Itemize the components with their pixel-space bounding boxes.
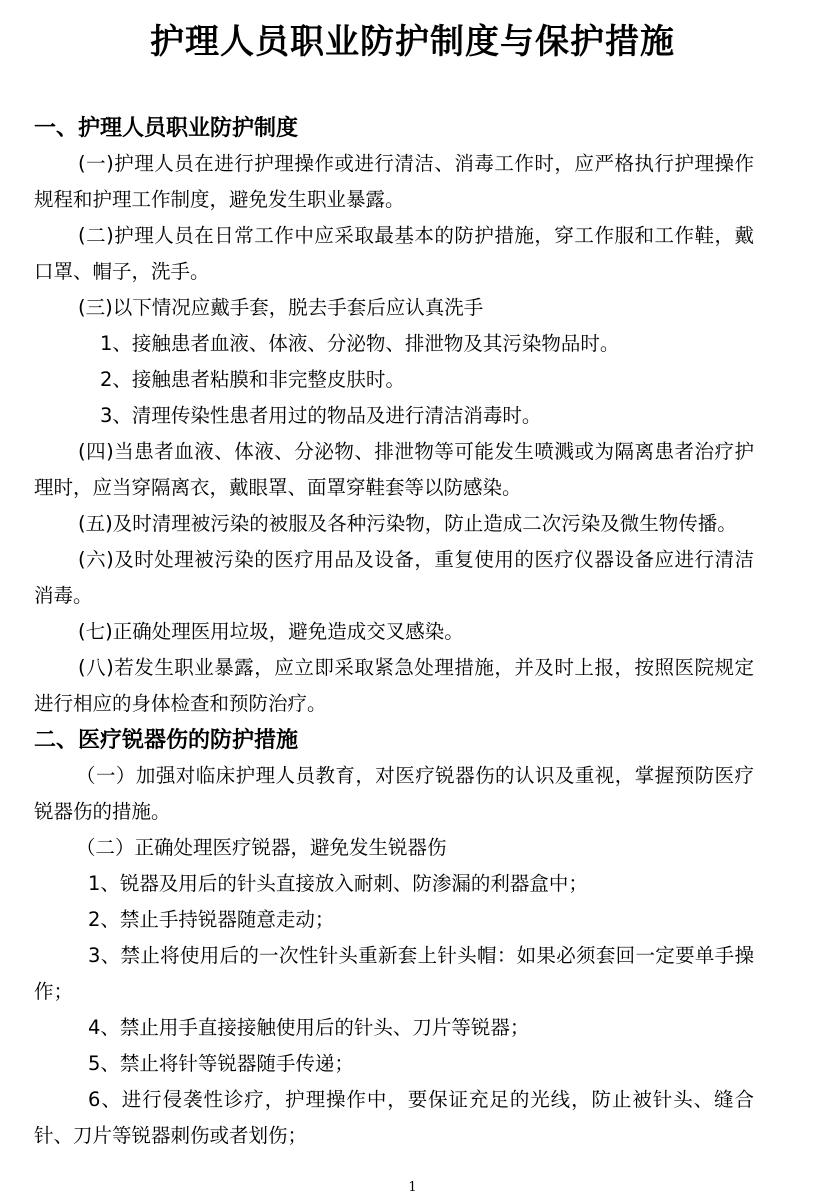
list-item: 2、接触患者粘膜和非完整皮肤时。 <box>100 368 405 391</box>
paragraph: (一)护理人员在进行护理操作或进行清洁、消毒工作时，应严格执行护理操作规程和护理工作制度，避免发生职业暴露。 <box>34 152 754 211</box>
paragraph: (八)若发生职业暴露，应立即采取紧急处理措施，并及时上报，按照医院规定进行相应的身体检查和预防治疗。 <box>34 656 754 715</box>
list-item: 4、禁止用手直接接触使用后的针头、刀片等锐器； <box>88 1016 530 1039</box>
paragraph: （二）正确处理医疗锐器，避免发生锐器伤 <box>76 836 447 859</box>
list-item: 6、进行侵袭性诊疗，护理操作中，要保证充足的光线，防止被针头、缝合针、刀片等锐器刺伤或者划伤； <box>34 1088 754 1147</box>
page-number: 1 <box>408 1180 417 1195</box>
list-item: 1、接触患者血液、体液、分泌物、排泄物及其污染物品时。 <box>100 332 620 355</box>
section-heading: 二、医疗锐器伤的防护措施 <box>34 727 299 753</box>
section-heading: 一、护理人员职业防护制度 <box>34 115 299 141</box>
paragraph: (二)护理人员在日常工作中应采取最基本的防护措施，穿工作服和工作鞋，戴口罩、帽子，洗手。 <box>34 224 754 283</box>
paragraph: (三)以下情况应戴手套，脱去手套后应认真洗手 <box>78 296 484 319</box>
paragraph: （一）加强对临床护理人员教育，对医疗锐器伤的认识及重视，掌握预防医疗锐器伤的措施。 <box>34 764 754 823</box>
list-item: 3、禁止将使用后的一次性针头重新套上针头帽：如果必须套回一定要单手操作； <box>34 944 754 1003</box>
paragraph: (五)及时清理被污染的被服及各种污染物，防止造成二次污染及微生物传播。 <box>78 512 737 535</box>
list-item: 5、禁止将针等锐器随手传递； <box>88 1052 354 1075</box>
document-title: 护理人员职业防护制度与保护措施 <box>150 22 675 62</box>
list-item: 2、禁止手持锐器随意走动； <box>88 908 335 931</box>
paragraph: (六)及时处理被污染的医疗用品及设备，重复使用的医疗仪器设备应进行清洁消毒。 <box>34 548 754 607</box>
list-item: 3、清理传染性患者用过的物品及进行清洁消毒时。 <box>100 404 542 427</box>
document-body <box>34 110 754 1154</box>
list-item: 1、锐器及用后的针头直接放入耐刺、防渗漏的利器盒中； <box>88 872 588 895</box>
paragraph: (四)当患者血液、体液、分泌物、排泄物等可能发生喷溅或为隔离患者治疗护理时，应当穿隔离衣，戴眼罩、面罩穿鞋套等以防感染。 <box>34 440 754 499</box>
paragraph: (七)正确处理医用垃圾，避免造成交叉感染。 <box>78 620 464 643</box>
